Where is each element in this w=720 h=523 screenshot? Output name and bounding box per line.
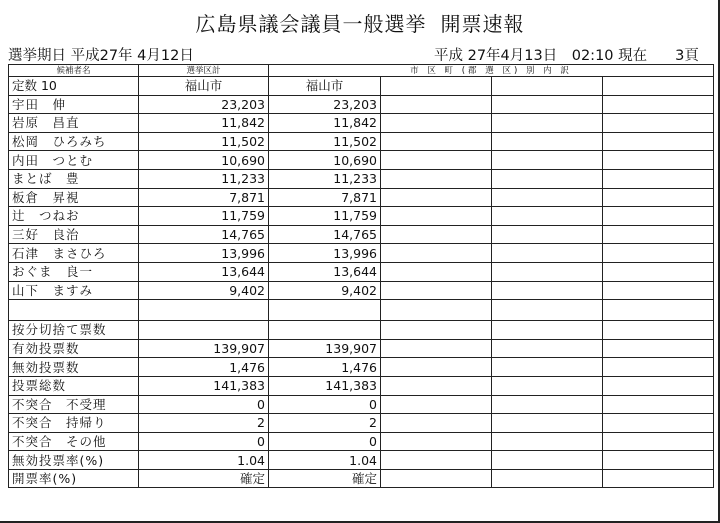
- candidate-row-district-total: 14,765: [139, 225, 269, 244]
- summary-row-label: 不突合 その他: [9, 432, 139, 451]
- candidate-row-label: 辻 つねお: [9, 207, 139, 226]
- summary-row-label: 無効投票率(%): [9, 451, 139, 470]
- summary-row: [9, 358, 714, 377]
- candidate-row: [9, 132, 714, 151]
- report-time-line: [434, 44, 699, 65]
- candidate-row-district-total: 7,871: [139, 188, 269, 207]
- empty-cell: [603, 432, 714, 451]
- empty-cell: [603, 281, 714, 300]
- empty-cell: [492, 432, 603, 451]
- candidate-row-district-total: 11,502: [139, 132, 269, 151]
- report-time: 平成 27年4月13日 02:10 現在: [434, 48, 648, 64]
- summary-row-city-value: 1,476: [269, 358, 381, 377]
- separator-row: [9, 300, 714, 321]
- empty-cell: [603, 262, 714, 281]
- summary-row-label: 按分切捨て票数: [9, 321, 139, 340]
- summary-row: [9, 339, 714, 358]
- candidate-row-label: 石津 まさひろ: [9, 244, 139, 263]
- summary-row-district-total: 1.04: [139, 451, 269, 470]
- summary-row-city-value: 139,907: [269, 339, 381, 358]
- district-column-header: 選挙区計: [139, 65, 269, 77]
- summary-row-city-value: 2: [269, 414, 381, 433]
- summary-row-city-value: 0: [269, 395, 381, 414]
- empty-cell: [603, 169, 714, 188]
- empty-cell: [381, 339, 492, 358]
- empty-cell: [381, 469, 492, 488]
- breakdown-city-header: 福山市: [269, 77, 381, 96]
- candidate-row-label: 岩原 昌直: [9, 114, 139, 133]
- empty-cell: [603, 469, 714, 488]
- empty-cell: [381, 262, 492, 281]
- summary-row-label: 投票総数: [9, 376, 139, 395]
- election-date: 選挙期日 平成27年 4月12日: [8, 48, 194, 64]
- report-title: [0, 8, 720, 37]
- empty-cell: [492, 244, 603, 263]
- candidate-row-city-value: 9,402: [269, 281, 381, 300]
- summary-row-district-total: 0: [139, 432, 269, 451]
- empty-cell: [603, 300, 714, 321]
- breakdown-column-header: 市 区 町 (郡 選 区) 別 内 訳: [269, 65, 714, 77]
- summary-row-label: 不突合 持帰り: [9, 414, 139, 433]
- summary-row: [9, 321, 714, 340]
- page-number: 3頁: [675, 48, 699, 64]
- summary-row: [9, 414, 714, 433]
- empty-cell: [492, 262, 603, 281]
- candidate-row-label: 松岡 ひろみち: [9, 132, 139, 151]
- empty-cell: [381, 114, 492, 133]
- empty-cell: [381, 188, 492, 207]
- empty-cell: [139, 300, 269, 321]
- candidate-row-city-value: 10,690: [269, 151, 381, 170]
- candidate-row-label: 三好 良治: [9, 225, 139, 244]
- candidate-row: [9, 207, 714, 226]
- summary-row: [9, 432, 714, 451]
- empty-cell: [492, 207, 603, 226]
- empty-cell: [381, 132, 492, 151]
- candidate-row-district-total: 11,233: [139, 169, 269, 188]
- quota-row: [9, 77, 714, 96]
- summary-row-label: 有効投票数: [9, 339, 139, 358]
- empty-cell: [603, 77, 714, 96]
- summary-row-city-value: 0: [269, 432, 381, 451]
- empty-cell: [603, 188, 714, 207]
- empty-cell: [381, 225, 492, 244]
- empty-cell: [492, 77, 603, 96]
- summary-row-city-value: 確定: [269, 469, 381, 488]
- empty-cell: [381, 244, 492, 263]
- candidate-row: [9, 225, 714, 244]
- empty-cell: [603, 451, 714, 470]
- empty-cell: [381, 358, 492, 377]
- column-header-row: [9, 65, 714, 77]
- empty-cell: [492, 151, 603, 170]
- empty-cell: [492, 95, 603, 114]
- summary-row-label: 無効投票数: [9, 358, 139, 377]
- empty-cell: [603, 376, 714, 395]
- summary-row-district-total: 2: [139, 414, 269, 433]
- candidate-row-city-value: 7,871: [269, 188, 381, 207]
- candidate-row-city-value: 11,233: [269, 169, 381, 188]
- empty-cell: [492, 188, 603, 207]
- candidate-row-district-total: 13,996: [139, 244, 269, 263]
- empty-cell: [603, 151, 714, 170]
- empty-cell: [603, 321, 714, 340]
- empty-cell: [492, 376, 603, 395]
- empty-cell: [492, 300, 603, 321]
- empty-cell: [492, 358, 603, 377]
- empty-cell: [492, 281, 603, 300]
- candidate-row-label: 宇田 伸: [9, 95, 139, 114]
- summary-row-district-total: 141,383: [139, 376, 269, 395]
- empty-cell: [492, 132, 603, 151]
- candidate-row: [9, 169, 714, 188]
- candidate-row-label: 板倉 昇視: [9, 188, 139, 207]
- candidate-row: [9, 114, 714, 133]
- summary-row: [9, 469, 714, 488]
- candidate-row-city-value: 11,842: [269, 114, 381, 133]
- empty-cell: [492, 169, 603, 188]
- candidate-row-district-total: 13,644: [139, 262, 269, 281]
- empty-cell: [381, 281, 492, 300]
- empty-cell: [381, 77, 492, 96]
- candidate-row-city-value: 23,203: [269, 95, 381, 114]
- empty-cell: [381, 151, 492, 170]
- empty-cell: [492, 321, 603, 340]
- empty-cell: [492, 339, 603, 358]
- empty-cell: [9, 300, 139, 321]
- empty-cell: [603, 244, 714, 263]
- candidate-row-district-total: 9,402: [139, 281, 269, 300]
- empty-cell: [381, 300, 492, 321]
- candidate-row: [9, 151, 714, 170]
- empty-cell: [381, 395, 492, 414]
- election-title: 広島県議会議員一般選挙: [195, 12, 427, 36]
- summary-row-city-value: 1.04: [269, 451, 381, 470]
- candidate-row: [9, 244, 714, 263]
- report-subtitle: 開票速報: [440, 12, 525, 36]
- summary-row-label: 開票率(%): [9, 469, 139, 488]
- candidate-row-city-value: 13,644: [269, 262, 381, 281]
- summary-row-district-total: 確定: [139, 469, 269, 488]
- empty-cell: [492, 225, 603, 244]
- empty-cell: [603, 95, 714, 114]
- candidate-row: [9, 281, 714, 300]
- empty-cell: [492, 451, 603, 470]
- empty-cell: [603, 395, 714, 414]
- summary-row: [9, 376, 714, 395]
- quota-label: 定数 10: [9, 77, 139, 96]
- summary-row: [9, 451, 714, 470]
- empty-cell: [492, 414, 603, 433]
- candidate-row-city-value: 14,765: [269, 225, 381, 244]
- candidate-row-city-value: 11,759: [269, 207, 381, 226]
- summary-row-district-total: 0: [139, 395, 269, 414]
- candidate-row-label: 山下 ますみ: [9, 281, 139, 300]
- empty-cell: [381, 95, 492, 114]
- candidate-column-header: 候補者名: [9, 65, 139, 77]
- candidate-row-label: 内田 つとむ: [9, 151, 139, 170]
- empty-cell: [381, 207, 492, 226]
- results-table: [8, 64, 714, 488]
- empty-cell: [603, 414, 714, 433]
- empty-cell: [603, 114, 714, 133]
- candidate-row: [9, 95, 714, 114]
- candidate-row: [9, 262, 714, 281]
- empty-cell: [603, 132, 714, 151]
- candidate-row-district-total: 23,203: [139, 95, 269, 114]
- summary-row: [9, 395, 714, 414]
- empty-cell: [381, 414, 492, 433]
- empty-cell: [603, 207, 714, 226]
- empty-cell: [492, 395, 603, 414]
- candidate-row: [9, 188, 714, 207]
- summary-row-district-total: 1,476: [139, 358, 269, 377]
- candidate-row-label: おぐま 良一: [9, 262, 139, 281]
- empty-cell: [603, 225, 714, 244]
- empty-cell: [603, 339, 714, 358]
- candidate-row-label: まとば 豊: [9, 169, 139, 188]
- empty-cell: [381, 321, 492, 340]
- candidate-row-city-value: 11,502: [269, 132, 381, 151]
- summary-row-district-total: 139,907: [139, 339, 269, 358]
- summary-row-city-value: [269, 321, 381, 340]
- summary-row-city-value: 141,383: [269, 376, 381, 395]
- candidate-row-district-total: 11,759: [139, 207, 269, 226]
- candidate-row-district-total: 11,842: [139, 114, 269, 133]
- empty-cell: [381, 376, 492, 395]
- empty-cell: [381, 432, 492, 451]
- district-city-header: 福山市: [139, 77, 269, 96]
- candidate-row-district-total: 10,690: [139, 151, 269, 170]
- empty-cell: [381, 169, 492, 188]
- empty-cell: [269, 300, 381, 321]
- candidate-row-city-value: 13,996: [269, 244, 381, 263]
- empty-cell: [492, 114, 603, 133]
- summary-row-district-total: [139, 321, 269, 340]
- empty-cell: [381, 451, 492, 470]
- summary-row-label: 不突合 不受理: [9, 395, 139, 414]
- empty-cell: [603, 358, 714, 377]
- empty-cell: [492, 469, 603, 488]
